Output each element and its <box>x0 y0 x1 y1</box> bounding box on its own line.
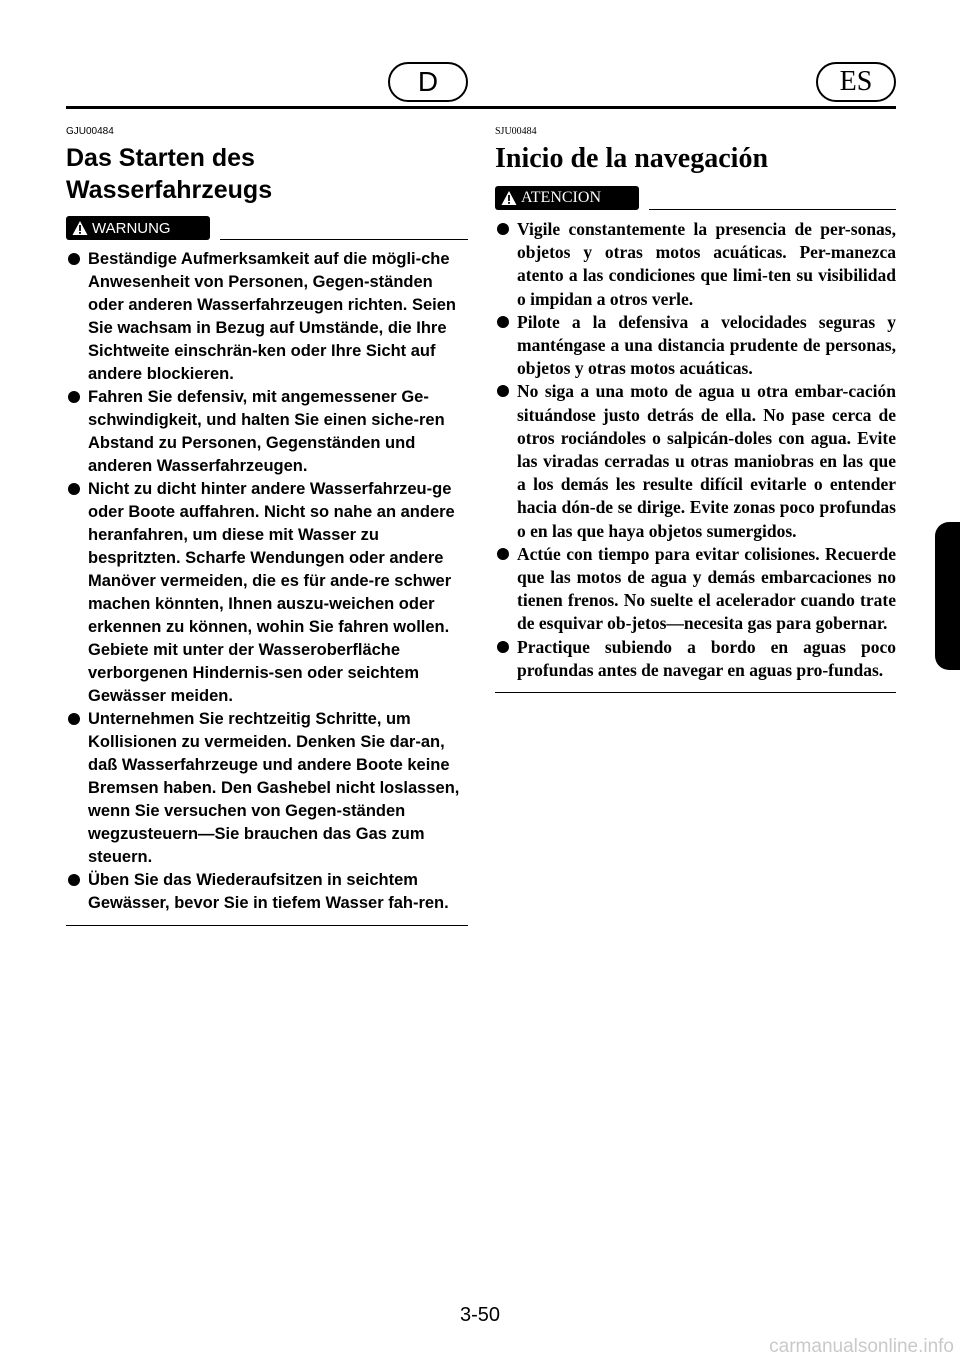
section-code: GJU00484 <box>66 126 114 137</box>
bullet-icon <box>497 548 509 560</box>
list-item: Vigile constantemente la presencia de per-sonas, objetos y otras motos acuáticas. Per-manezca atento a las condiciones que limi-ten su visibilidad o impidan a otros verle. <box>495 218 896 311</box>
warning-label-text: ATENCION <box>521 189 601 206</box>
warning-header <box>66 212 468 240</box>
warning-triangle-icon <box>501 190 517 206</box>
german-column <box>66 124 468 926</box>
warning-end-rule <box>66 925 468 926</box>
language-badge-spanish: ES <box>816 62 896 102</box>
section-code: SJU00484 <box>495 126 537 137</box>
bullet-icon <box>68 253 80 265</box>
warning-label <box>495 186 639 210</box>
list-item: Beständige Aufmerksamkeit auf die mögli-che Anwesenheit von Personen, Gegen-ständen oder anderen Wasserfahrzeugen richten. Seien Sie wachsam in Bezug auf Umstände, die Ihre Sichtweite einschrän-ken oder Ihre Sicht auf andere blockieren. <box>66 248 468 386</box>
warning-list <box>66 248 468 915</box>
warning-header <box>495 182 896 210</box>
list-item: No siga a una moto de agua u otra embar-cación situándose justo detrás de ella. No pase cerca de otros rociándoles o salpicán-doles con agua. Evite las viradas cerradas u otras maniobras en las que a los demás les resulte difícil evitarle o entender hacia dón-de se dirige. Evite zonas poco profundas o en las que haya objetos sumergidos. <box>495 380 896 542</box>
list-item: Pilote a la defensiva a velocidades seguras y manténgase a una distancia prudente de personas, objetos y otras motos acuáticas. <box>495 311 896 381</box>
spanish-column <box>495 124 896 693</box>
list-item: Nicht zu dicht hinter andere Wasserfahrzeu-ge oder Boote auffahren. Nicht so nahe an andere heranfahren, um diese mit Wasser zu bespritzten. Scharfe Wendungen oder andere Manöver vermeiden, die es für ande-re schwer machen könnten, Ihnen auszu-weichen oder erkennen zu können, wohin Sie fahren wollen. Gebiete mit unter der Wasseroberfläche verborgenen Hindernis-sen oder seichtem Gewässer meiden. <box>66 478 468 708</box>
bullet-icon <box>68 713 80 725</box>
list-item: Fahren Sie defensiv, mit angemessener Ge-schwindigkeit, und halten Sie einen siche-ren Abstand zu Personen, Gegenständen und anderen Wasserfahrzeugen. <box>66 386 468 478</box>
bullet-icon <box>68 391 80 403</box>
warning-label <box>66 216 210 240</box>
warning-label-text: WARNUNG <box>92 219 171 237</box>
bullet-icon <box>497 385 509 397</box>
bullet-icon <box>497 641 509 653</box>
section-title <box>66 142 468 206</box>
list-item: Practique subiendo a bordo en aguas poco profundas antes de navegar en aguas pro-fundas. <box>495 636 896 682</box>
language-badge-german: D <box>388 62 468 102</box>
bullet-icon <box>68 874 80 886</box>
section-title-line-2: Wasserfahrzeugs <box>66 176 273 204</box>
bullet-icon <box>68 483 80 495</box>
warning-list <box>495 218 896 682</box>
list-item: Unternehmen Sie rechtzeitig Schritte, um Kollisionen zu vermeiden. Denken Sie dar-an, daß Wasserfahrzeuge und andere Boote keine Bremsen haben. Den Gashebel nicht loslassen, wenn Sie versuchen von Gegen-ständen wegzusteuern—Sie brauchen das Gas zum steuern. <box>66 708 468 869</box>
section-title-line-1: Das Starten des <box>66 144 255 172</box>
warning-end-rule <box>495 692 896 693</box>
warning-rule <box>220 239 468 240</box>
warning-triangle-icon <box>72 220 88 236</box>
chapter-side-tab <box>935 522 960 670</box>
bullet-icon <box>497 223 509 235</box>
section-title: Inicio de la navegación <box>495 143 769 174</box>
list-item: Üben Sie das Wiederaufsitzen in seichtem Gewässer, bevor Sie in tiefem Wasser fah-ren. <box>66 869 468 915</box>
watermark: carmanualsonline.info <box>769 1336 954 1357</box>
warning-rule <box>649 209 896 210</box>
bullet-icon <box>497 316 509 328</box>
list-item: Actúe con tiempo para evitar colisiones. Recuerde que las motos de agua y demás embarcaciones no tienen frenos. No suelte el acelerador cuando trate de esquivar ob-jetos—necesita gas para gobernar. <box>495 543 896 636</box>
page-number: 3-50 <box>459 1304 501 1326</box>
header-rule <box>66 106 896 109</box>
